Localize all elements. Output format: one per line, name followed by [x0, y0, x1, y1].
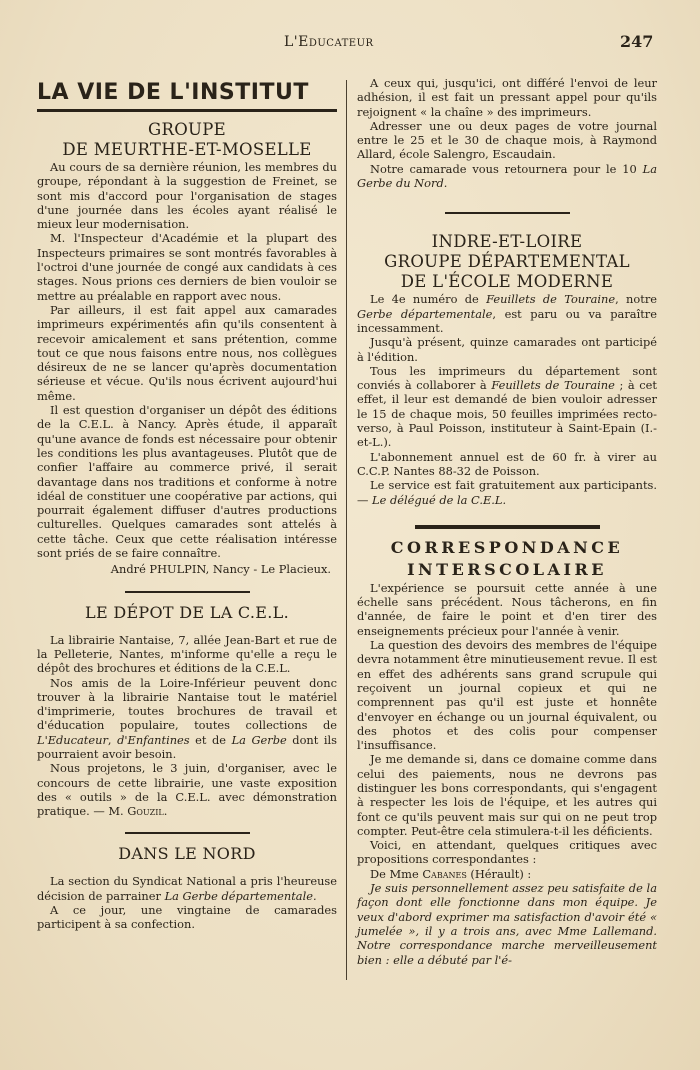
depot-title: LE DÉPOT DE LA C.E.L. [85, 602, 289, 622]
nord-cont-paragraph-3: Notre camarade vous retournera pour le 10 La Gerbe du Nord. [357, 161, 657, 191]
depot-signature: M. Gouzil. [108, 804, 168, 819]
corr-title-line2: INTERSCOLAIRE [407, 559, 607, 579]
nord-paragraph-1: La section du Syndicat National a pris l'heureuse décision de parrainer La Gerbe départementale. [37, 874, 337, 903]
groupe-paragraph-1: Au cours de sa dernière réunion, les membres du groupe, répondant à la suggestion de Freinet, se sont mis d'accord pour l'organisation de stages d'une journée dans les écoles ayant réalisé le mieux leur modernisation. [37, 160, 337, 232]
indre-paragraph-5: Le service est fait gratuitement aux participants. — Le délégué de la C.E.L. [357, 478, 657, 507]
nord-cont-paragraph-1: A ceux qui, jusqu'ici, ont différé l'envoi de leur adhésion, il est fait un pressant appel pour qu'ils rejoignent « la chaîne » des imprimeurs. [357, 76, 657, 119]
depot-paragraph-2: Nos amis de la Loire-Inférieur peuvent donc trouver à la librairie Nantaise tout le matériel d'imprimerie, toutes brochures de travail et d'éducation populaire, toutes collections de L'Educateur, d'Enfantines et de La Gerbe dont ils pourraient avoir besoin. [37, 675, 338, 761]
groupe-paragraph-4: Il est question d'organiser un dépôt des éditions de la C.E.L. à Nancy. Après étude, il apparaît qu'une avance de fonds est nécessaire pour obtenir les conditions les plus avantageuses. Plutôt que de confier l'affaire au commerce privé, il serait davantage dans nos traditions et conforme à notre idéal de constituer une coopérative par actions, qui pourrait également diffuser d'autres productions culturelles. Quelques camarades sont attelés à cette tâche. Ceux que cette réalisation intéresse sont priés de se faire connaître. [37, 403, 337, 561]
indre-title-line1: INDRE-ET-LOIRE [431, 232, 583, 252]
page-number: 247 [620, 32, 654, 51]
section-separator [125, 832, 250, 834]
corr-quote: Je suis personnellement assez peu satisfaite de la façon dont elle fonctionne dans mon équipe. Je veux d'abord exprimer ma satisfaction d'avoir été « jumelée », il y a trois ans, avec Mme Lallemand. Notre correspondance marche merveilleusement bien : elle a débuté par l'é- [357, 881, 657, 967]
nord-paragraph-2: A ce jour, une vingtaine de camarades participent à sa confection. [37, 903, 337, 932]
corr-paragraph-3: Je me demande si, dans ce domaine comme dans celui des paiements, nous ne devrons pas distinguer les bons correspondants, qui s'engagent à respecter les lois de l'équipe, et les autres qui font ce qu'ils peuvent mais sur qui on ne peut trop compter. Peut-être cela stimulera-t-il les déficients. [357, 752, 657, 838]
nord-title: DANS LE NORD [118, 844, 256, 864]
indre-paragraph-2: Jusqu'à présent, quinze camarades ont participé à l'édition. [357, 335, 657, 364]
groupe-signature: André PHULPIN, Nancy - Le Placieux. [110, 562, 331, 577]
indre-paragraph-1: Le 4e numéro de Feuillets de Touraine, notre Gerbe départementale, est paru ou va paraître incessamment. [357, 292, 658, 335]
corr-letter-source: De Mme Cabanes (Hérault) : [370, 866, 532, 881]
indre-paragraph-4: L'abonnement annuel est de 60 fr. à virer au C.C.P. Nantes 88-32 de Poisson. [357, 449, 657, 478]
nord-cont-paragraph-2: Adresser une ou deux pages de votre journal entre le 25 et le 30 de chaque mois, à Raymond Allard, école Salengro, Escaudain. [357, 118, 657, 162]
groupe-paragraph-2: M. l'Inspecteur d'Académie et la plupart des Inspecteurs primaires se sont montrés favorables à l'octroi d'une journée de congé aux candidats à ces stages. Nous prions ces derniers de bien vouloir se mettre au préalable en rapport avec nous. [37, 231, 337, 303]
corr-title-line1: CORRESPONDANCE [390, 537, 624, 557]
section-separator [445, 212, 570, 214]
groupe-title-line1: GROUPE [148, 120, 226, 139]
section-separator-thick [415, 525, 600, 529]
right-column [357, 76, 657, 967]
section-masthead: LA VIE DE L'INSTITUT [37, 80, 309, 105]
indre-title-line3: DE L'ÉCOLE MODERNE [400, 272, 614, 292]
running-head: L'Educateur [284, 34, 374, 50]
column-divider [346, 80, 347, 980]
depot-paragraph-3: Nous projetons, le 3 juin, d'organiser, avec le concours de cette librairie, une vaste exposition des « outils » de la C.E.L. avec démonstration pratique. — M. Gouzil. [37, 761, 337, 819]
groupe-paragraph-3: Par ailleurs, il est fait appel aux camarades imprimeurs expérimentés afin qu'ils consentent à recevoir amicalement et sans prétention, comme tout ce que nous faisons entre nous, nos collègues désireux de ne se lancer qu'après documentation sérieuse et vécue. Qu'ils nous écrivent aujourd'hui même. [37, 302, 337, 403]
indre-title-line2: GROUPE DÉPARTEMENTAL [384, 252, 630, 272]
left-column [37, 78, 337, 932]
section-separator [125, 591, 250, 593]
indre-paragraph-3: Tous les imprimeurs du département sont conviés à collaborer à Feuillets de Touraine ; à cet effet, il leur est demandé de bien vouloir adresser le 15 de chaque mois, 50 feuilles imprimées recto-verso, à Paul Poisson, instituteur à Saint-Epain (I.-et-L.). [357, 363, 657, 450]
depot-paragraph-1: La librairie Nantaise, 7, allée Jean-Bart et rue de la Pelleterie, Nantes, m'informe qu'elle a reçu le dépôt des brochures et éditions de la C.E.L. [37, 632, 337, 676]
corr-paragraph-4: Voici, en attendant, quelques critiques avec propositions correspondantes : [357, 838, 657, 867]
groupe-title-line2: DE MEURTHE-ET-MOSELLE [62, 140, 312, 159]
corr-paragraph-1: L'expérience se poursuit cette année à une échelle sans précédent. Nous tâcherons, en fin d'année, de faire le point et d'en tirer des enseignements précieux pour l'année à venir. [357, 580, 657, 638]
corr-paragraph-2: La question des devoirs des membres de l'équipe devra notamment être minutieusement revue. Il est en effet des adhérents sans grand scrupule qui reçoivent un journal copieux et qui ne comprennent pas qu'il est juste et honnête d'envoyer en échange ou un journal équivalent, ou des photos et des colis pour compenser l'insuffisance. [357, 638, 657, 753]
masthead-rule [37, 109, 337, 112]
